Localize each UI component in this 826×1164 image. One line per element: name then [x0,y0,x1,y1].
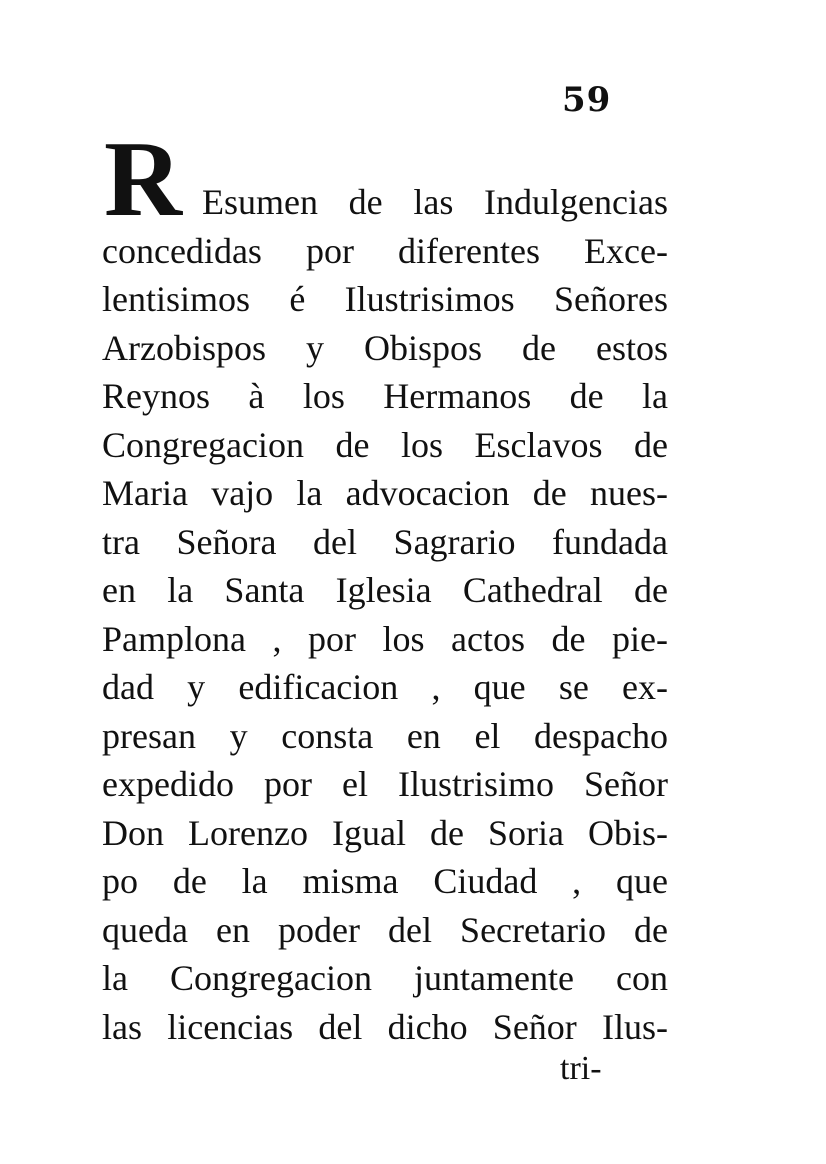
text-line: po de la misma Ciudad , que [102,861,668,901]
text-line: expedido por el Ilustrisimo Señor [102,764,668,804]
page-number: 59 [562,80,612,120]
catchword: tri- [560,1050,602,1087]
text-line: dad y edificacion , que se ex- [102,667,668,707]
text-line: tra Señora del Sagrario fundada [102,521,668,562]
text-line: concedidas por diferentes Exce- [102,230,668,271]
text-line: Pamplona , por los actos de pie- [102,618,668,659]
text-line: la Congregacion juntamente con [102,958,668,998]
text-line: lentisimos é Ilustrisimos Señores [102,279,668,319]
text-block [102,178,668,1051]
text-line: en la Santa Iglesia Cathedral de [102,570,668,610]
text-line: las licencias del dicho Señor Ilus- [102,1006,668,1047]
text-line: Reynos à los Hermanos de la [102,376,668,416]
text-line: Arzobispos y Obispos de estos [102,327,668,368]
text-line: queda en poder del Secretario de [102,909,668,950]
text-line: presan y consta en el despacho [102,715,668,756]
text-line: Maria vajo la advocacion de nues- [102,473,668,513]
text-line: Esumen de las Indulgencias [202,182,668,222]
text-line: Don Lorenzo Igual de Soria Obis- [102,812,668,853]
text-line: Congregacion de los Esclavos de [102,424,668,465]
drop-cap: R [104,120,182,239]
